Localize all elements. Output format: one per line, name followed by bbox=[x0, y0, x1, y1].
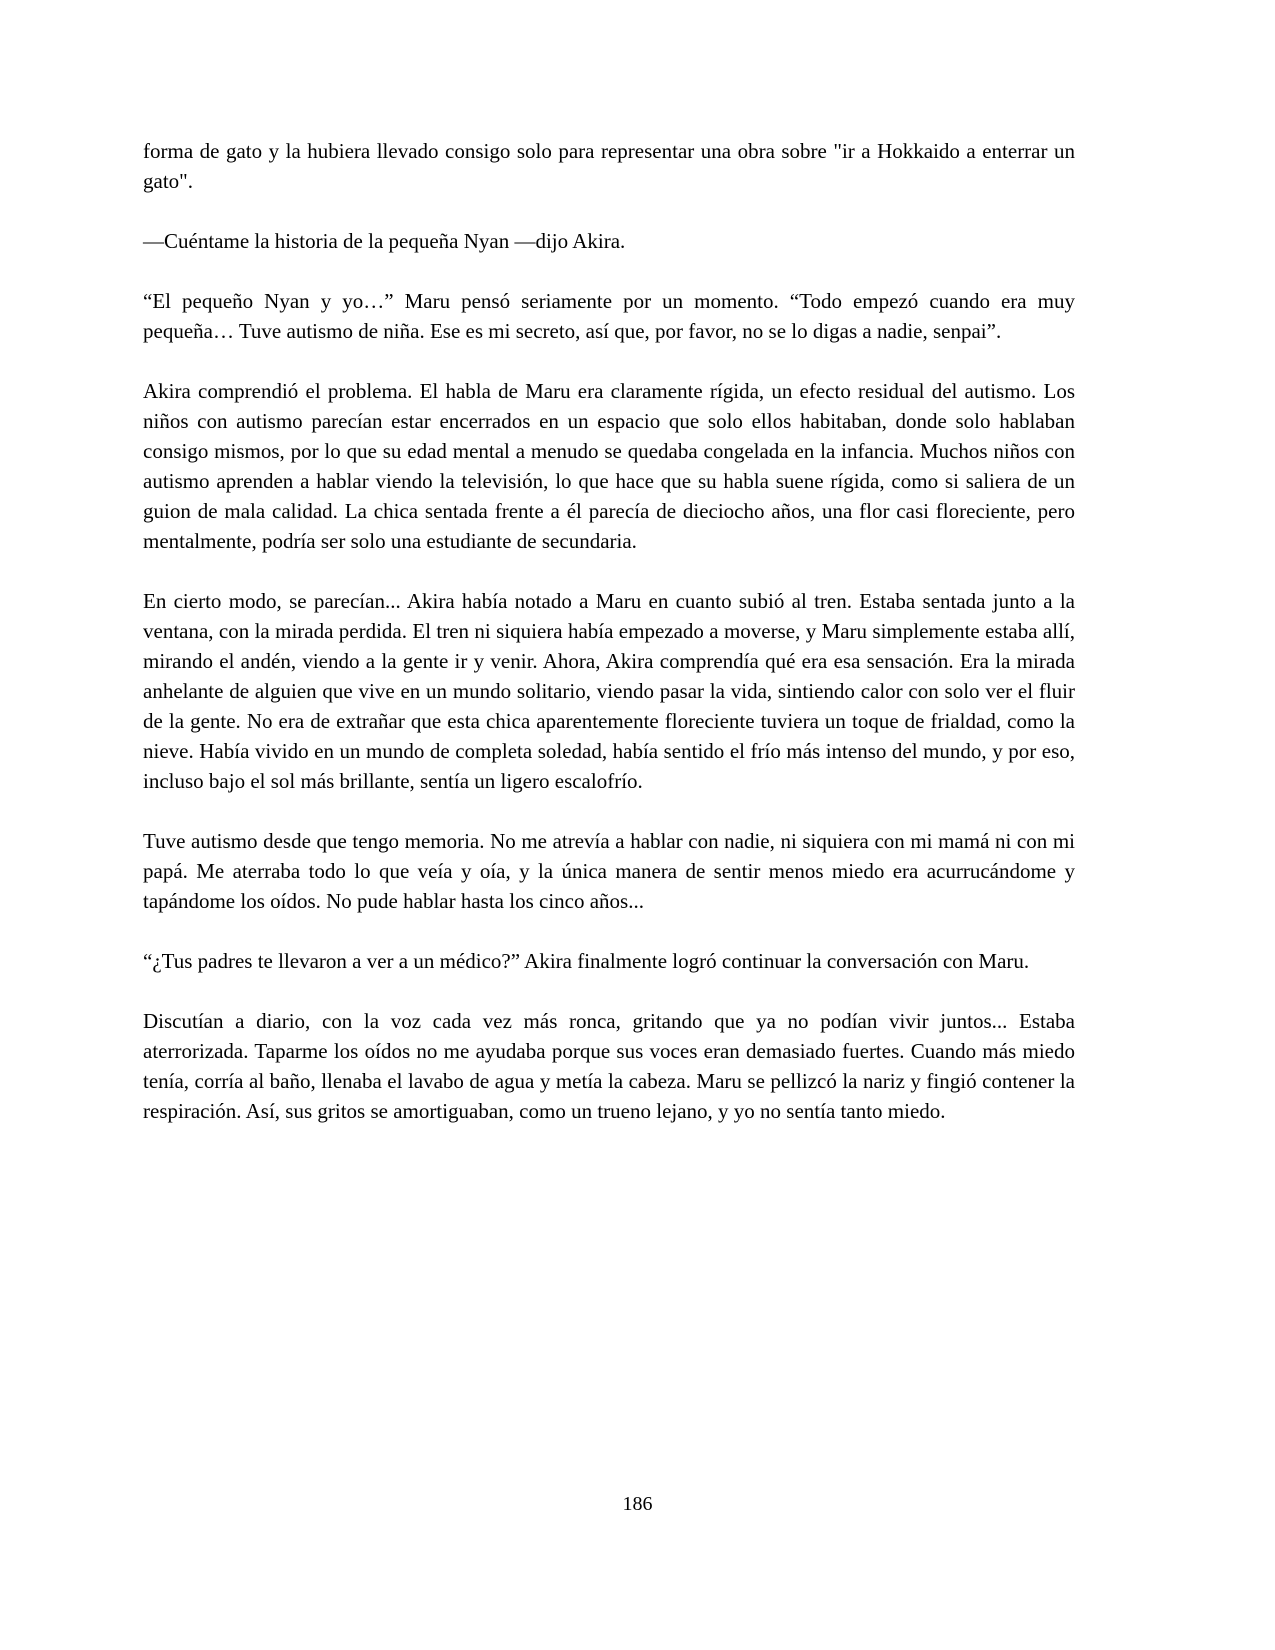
paragraph-monologue-1: Tuve autismo desde que tengo memoria. No me atrevía a hablar con nadie, ni siquiera con mi mamá ni con mi papá. Me aterraba todo lo que veía y oía, y la única manera de sentir menos miedo era acurrucándome y tapándome los oídos. No pude hablar hasta los cinco años... bbox=[143, 829, 1075, 913]
paragraph-continuation: forma de gato y la hubiera llevado consigo solo para representar una obra sobre "ir a Hokkaido a enterrar un gato". bbox=[143, 139, 1075, 193]
paragraph-dialogue-maru: “El pequeño Nyan y yo…” Maru pensó seriamente por un momento. “Todo empezó cuando era muy pequeña… Tuve autismo de niña. Ese es mi secreto, así que, por favor, no se lo digas a nadie, senpai”. bbox=[143, 289, 1075, 343]
paragraph-dialogue-akira: —Cuéntame la historia de la pequeña Nyan —dijo Akira. bbox=[143, 229, 626, 253]
paragraph-narration-2: En cierto modo, se parecían... Akira había notado a Maru en cuanto subió al tren. Estaba sentada junto a la ventana, con la mirada perdida. El tren ni siquiera había empezado a moverse, y Maru simplemente estaba allí, mirando el andén, viendo a la gente ir y venir. Ahora, Akira comprendía qué era esa sensación. Era la mirada anhelante de alguien que vive en un mundo solitario, viendo pasar la vida, sintiendo calor con solo ver el fluir de la gente. No era de extrañar que esta chica aparentemente floreciente tuviera un toque de frialdad, como la nieve. Había vivido en un mundo de completa soledad, había sentido el frío más intenso del mundo, y por eso, incluso bajo el sol más brillante, sentía un ligero escalofrío. bbox=[143, 589, 1075, 793]
paragraph-narration-1: Akira comprendió el problema. El habla de Maru era claramente rígida, un efecto residual del autismo. Los niños con autismo parecían estar encerrados en un espacio que solo ellos habitaban, donde solo hablaban consigo mismos, por lo que su edad mental a menudo se quedaba congelada en la infancia. Muchos niños con autismo aprenden a hablar viendo la televisión, lo que hace que su habla suene rígida, como si saliera de un guion de mala calidad. La chica sentada frente a él parecía de dieciocho años, una flor casi floreciente, pero mentalmente, podría ser solo una estudiante de secundaria. bbox=[143, 379, 1075, 553]
paragraph-monologue-2: Discutían a diario, con la voz cada vez más ronca, gritando que ya no podían vivir juntos... Estaba aterrorizada. Taparme los oídos no me ayudaba porque sus voces eran demasiado fuertes. Cuando más miedo tenía, corría al baño, llenaba el lavabo de agua y metía la cabeza. Maru se pellizcó la nariz y fingió contener la respiración. Así, sus gritos se amortiguaban, como un trueno lejano, y yo no sentía tanto miedo. bbox=[143, 1009, 1075, 1123]
paragraph-dialogue-question: “¿Tus padres te llevaron a ver a un médico?” Akira finalmente logró continuar la conversación con Maru. bbox=[143, 949, 1030, 973]
page-number: 186 bbox=[622, 1493, 653, 1515]
page-text bbox=[143, 136, 1075, 1156]
